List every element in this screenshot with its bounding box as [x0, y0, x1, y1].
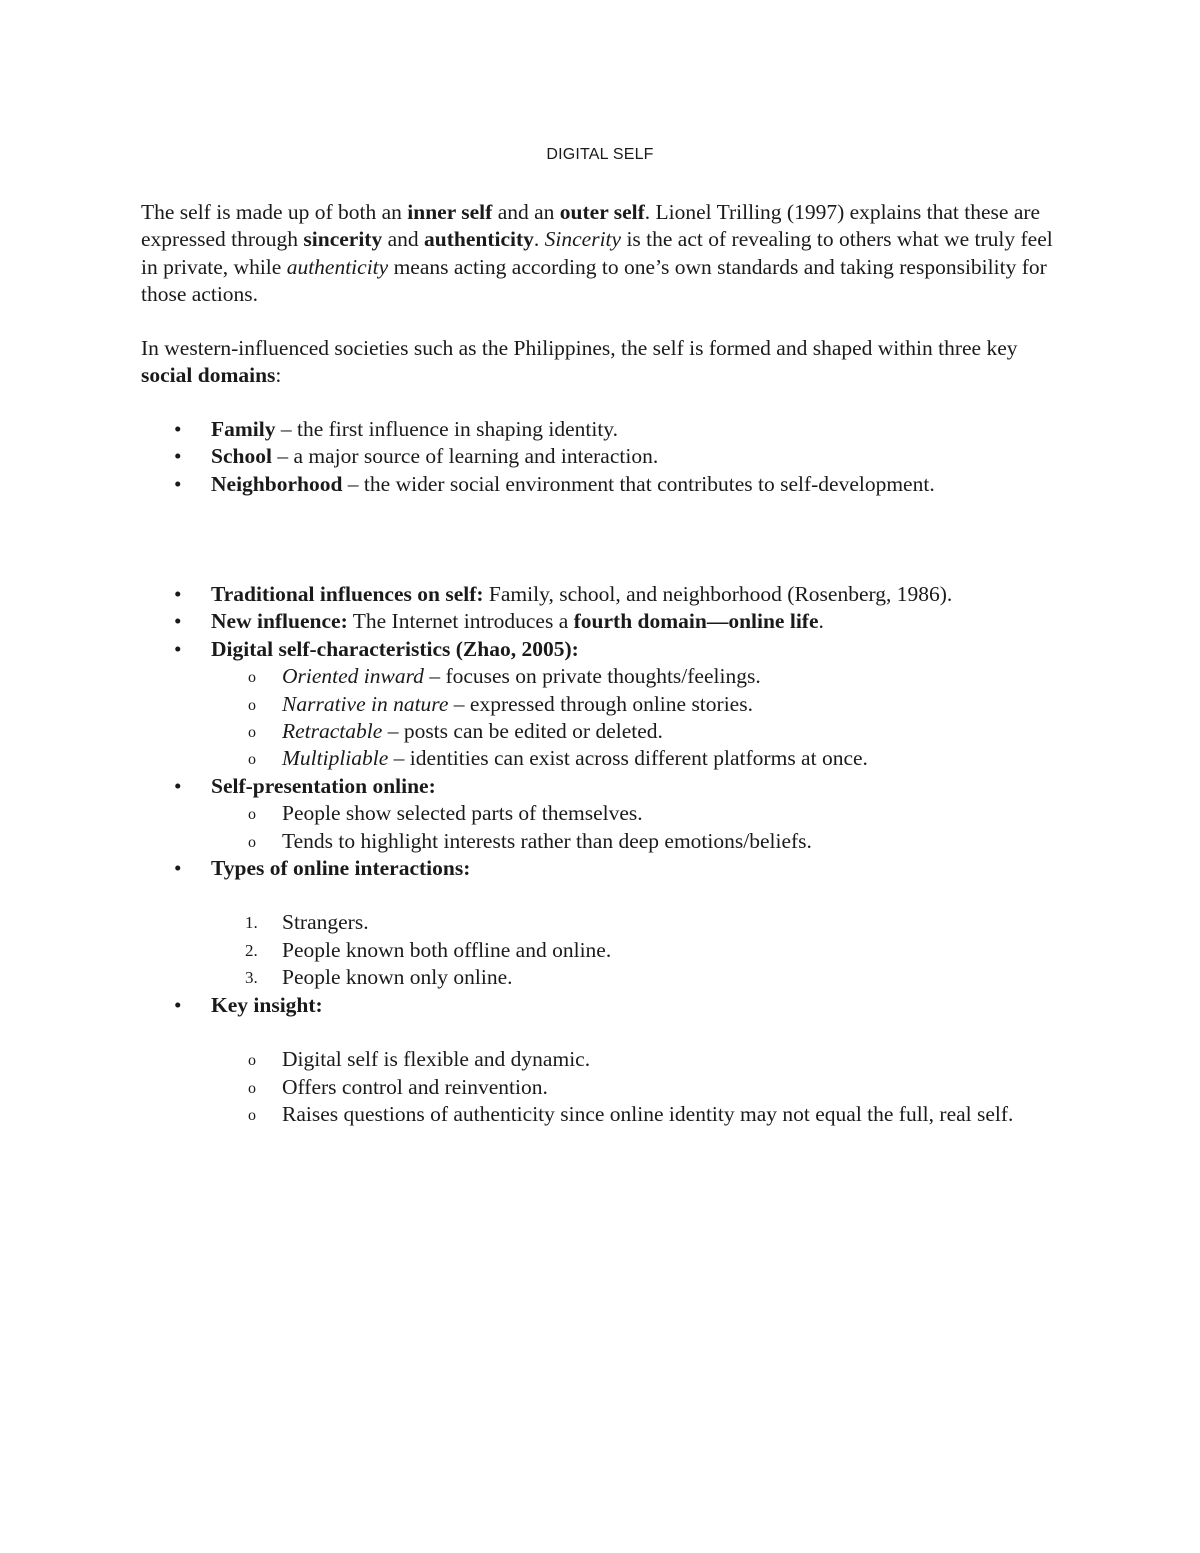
domains-term: social domains — [141, 363, 276, 388]
sub-item-text: People known both offline and online. — [282, 937, 612, 962]
sub-list-item — [141, 691, 1071, 718]
domains-text: : — [275, 363, 282, 388]
sub-item-text: Offers control and reinvention. — [282, 1074, 548, 1099]
bullet-icon: • — [174, 773, 182, 798]
intro-term-sincerity: sincerity — [303, 227, 383, 252]
sub-list-item — [141, 828, 1071, 855]
intro-text: and — [382, 227, 425, 252]
domain-desc: – a major source of learning and interaction. — [271, 444, 659, 469]
note-term-fourth-domain: fourth domain—online life — [573, 609, 819, 634]
domains-text: In western-influenced societies such as the Philippines, the self is formed and shaped within three key — [141, 336, 1018, 360]
intro-term-outer-self: outer self — [559, 200, 645, 224]
characteristic-desc: – identities can exist across different platforms at once. — [388, 746, 868, 771]
intro-text: means acting according to one’s own standards and taking responsibility for those actions. — [141, 254, 1047, 307]
sub-list-item — [141, 964, 1071, 991]
sub-bullet-icon: o — [248, 751, 256, 769]
note-term: Self-presentation online: — [211, 773, 436, 798]
characteristic-desc: – expressed through online stories. — [448, 691, 753, 716]
sub-item-text: Raises questions of authenticity since online identity may not equal the full, real self. — [282, 1101, 1014, 1126]
sub-list-item — [141, 663, 1071, 690]
characteristic-desc: – focuses on private thoughts/feelings. — [423, 664, 761, 689]
bullet-icon: • — [174, 636, 182, 661]
list-item — [141, 855, 1071, 882]
sub-item-text: Digital self is flexible and dynamic. — [282, 1047, 591, 1072]
sub-list-item — [141, 745, 1071, 772]
domains-paragraph — [141, 335, 1071, 390]
bullet-icon: • — [174, 609, 182, 634]
note-desc: . — [818, 609, 824, 634]
domain-term: Family — [211, 417, 276, 441]
domain-desc: – the wider social environment that contributes to self-development. — [342, 471, 935, 496]
note-term: Key insight: — [211, 992, 323, 1017]
sub-bullet-icon: o — [248, 1106, 256, 1124]
list-item — [141, 416, 1071, 443]
sub-bullet-icon: o — [248, 669, 256, 687]
intro-paragraph — [141, 199, 1071, 309]
list-item — [141, 773, 1071, 800]
sub-list-item — [141, 718, 1071, 745]
bullet-icon: • — [174, 471, 182, 496]
intro-italic-authenticity: authenticity — [286, 254, 389, 279]
domain-term: School — [211, 444, 272, 469]
sub-bullet-icon: o — [248, 696, 256, 714]
intro-text: The self is made up of both an — [141, 200, 408, 224]
page-title: DIGITAL SELF — [546, 146, 654, 163]
sub-list-item — [141, 1101, 1071, 1128]
characteristic-term: Retractable — [282, 719, 383, 744]
sub-bullet-icon: o — [248, 833, 256, 851]
sub-item-text: People known only online. — [282, 965, 513, 990]
list-item — [141, 581, 1071, 608]
list-number: 1. — [245, 913, 258, 933]
characteristic-term: Oriented inward — [282, 664, 424, 689]
intro-text: . Lionel Trilling (1997) explains that these are expressed through — [141, 200, 1041, 252]
list-item — [141, 443, 1071, 470]
characteristic-term: Narrative in nature — [282, 691, 449, 716]
domain-desc: – the first influence in shaping identity. — [275, 417, 619, 441]
note-desc: Family, school, and neighborhood (Rosenberg, 1986). — [483, 582, 953, 606]
sub-list-item — [141, 909, 1071, 936]
intro-text: and an — [492, 200, 560, 224]
sub-list-item — [141, 937, 1071, 964]
domain-term: Neighborhood — [211, 471, 343, 496]
sub-item-text: Strangers. — [282, 910, 369, 935]
bullet-icon: • — [174, 856, 182, 881]
list-item — [141, 471, 1071, 498]
list-item — [141, 992, 1071, 1019]
note-desc: The Internet introduces a — [347, 609, 574, 634]
sub-item-text: Tends to highlight interests rather than deep emotions/beliefs. — [282, 828, 812, 853]
intro-text: . — [533, 227, 545, 252]
sub-list-item — [141, 1074, 1071, 1101]
intro-text: is the act of revealing to others what we truly feel in private, while — [141, 227, 1053, 279]
sub-list-item — [141, 800, 1071, 827]
note-term: Types of online interactions: — [211, 856, 471, 881]
list-item — [141, 608, 1071, 635]
sub-item-text: People show selected parts of themselves. — [282, 801, 643, 826]
list-number: 3. — [245, 968, 258, 988]
list-number: 2. — [245, 940, 258, 960]
social-domains-list — [141, 416, 1071, 498]
bullet-icon: • — [174, 992, 182, 1017]
intro-term-authenticity: authenticity — [424, 227, 534, 252]
sub-bullet-icon: o — [248, 806, 256, 824]
intro-italic-sincerity: Sincerity — [544, 227, 622, 252]
characteristic-term: Multipliable — [282, 746, 389, 771]
note-term: Digital self-characteristics (Zhao, 2005): — [211, 636, 579, 661]
list-item — [141, 636, 1071, 663]
note-term: New influence: — [211, 609, 348, 634]
bullet-icon: • — [174, 444, 182, 469]
bullet-icon: • — [174, 582, 182, 606]
note-term: Traditional influences on self: — [211, 582, 484, 606]
sub-bullet-icon: o — [248, 1052, 256, 1070]
intro-term-inner-self: inner self — [407, 200, 493, 224]
notes-list — [141, 581, 1071, 1128]
characteristic-desc: – posts can be edited or deleted. — [382, 719, 663, 744]
sub-list-item — [141, 1046, 1071, 1073]
sub-bullet-icon: o — [248, 1079, 256, 1097]
sub-bullet-icon: o — [248, 724, 256, 742]
bullet-icon: • — [174, 417, 182, 441]
